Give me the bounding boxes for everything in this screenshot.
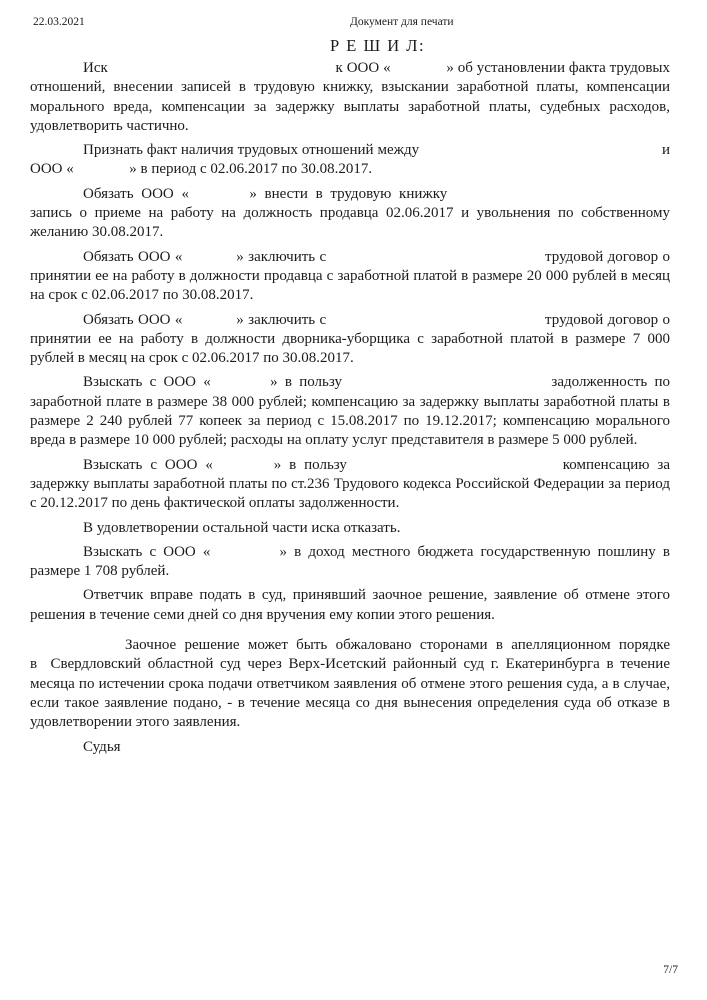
judge-signature: Судья (83, 738, 121, 755)
para-claim-partially-satisfied: Иск к ООО « » об установлении факта трудовых отношений, внесении записей в трудовую книжку, взыскании заработной платы, компенсации морального вреда, компенсации за задержку выплаты заработной платы, судебных расходов, удовлетворить частично. (30, 60, 670, 134)
redacted-blank (218, 385, 263, 386)
redacted-blank (187, 260, 232, 261)
page-number: 7/7 (663, 964, 678, 976)
para-appeal-procedure: Заочное решение может быть обжаловано сторонами в апелляционном порядке в Свердловский областной суд через Верх-Исетский районный суд г. Екатеринбурга в течение месяца по истечении срока подачи ответчиком заявления об отмене этого решения суда, а в случае, если такое заявление подано, - в течение месяца со дня вынесения определения суда об отказе в удовлетворении этого заявления. (30, 637, 670, 731)
para-workbook-entry: Обязать ООО « » внести в трудовую книжку запись о приеме на работу на должность продавца 02.06.2017 и увольнения по собственному желанию 30.08.2017. (30, 185, 670, 241)
document-title: Документ для печати (350, 16, 454, 28)
redacted-blank (112, 71, 332, 72)
resolution-heading: Р Е Ш И Л: (329, 36, 426, 55)
redacted-blank (423, 153, 658, 154)
para-state-duty: Взыскать с ООО « » в доход местного бюджета государственную пошлину в размере 1 708 рублей. (30, 543, 670, 580)
para-recognize-employment: Признать факт наличия трудовых отношений между и ООО « » в период с 02.06.2017 по 30.08.2017. (30, 142, 670, 178)
redacted-blank (349, 385, 544, 386)
para-recover-delay-compensation: Взыскать с ООО « » в пользу компенсацию за задержку выплаты заработной платы по ст.236 Трудового кодекса Российской Федерации за период с 20.12.2017 по день фактической оплаты задолженности. (30, 456, 670, 512)
redacted-blank (217, 555, 272, 556)
para-deny-remainder: В удовлетворении остальной части иска отказать. (83, 519, 401, 536)
para-defendant-cancellation-right: Ответчик вправе подать в суд, принявший заочное решение, заявление об отмене этого решения в течение семи дней со дня вручения ему копии этого решения. (30, 587, 670, 623)
redacted-blank (221, 468, 266, 469)
redacted-blank (331, 260, 541, 261)
redacted-blank (355, 468, 555, 469)
redacted-blank (197, 197, 242, 198)
redacted-blank (331, 323, 541, 324)
document-body (30, 59, 670, 762)
para-recover-wage-debt: Взыскать с ООО « » в пользу задолженность по заработной плате в размере 38 000 рублей; компенсацию за задержку выплаты заработной платы в размере 2 240 рублей 77 копеек за период с 15.08.2017 по 19.12.2017; компенсацию морального вреда в размере 10 000 рублей; расходы на оплату услуг представителя в размере 5 000 рублей. (30, 374, 670, 449)
para-employment-contract-seller: Обязать ООО « » заключить с трудовой договор о принятии ее на работу в должности продавца с заработной платой в размере 20 000 рублей в месяц на срок с 02.06.2017 по 30.08.2017. (30, 248, 670, 304)
print-date: 22.03.2021 (33, 16, 85, 28)
para-employment-contract-janitor: Обязать ООО « » заключить с трудовой договор о принятии ее на работу в должности дворника-уборщика с заработной платой в размере 7 000 рублей в месяц на срок с 02.06.2017 по 30.08.2017. (30, 311, 670, 367)
redacted-blank (455, 197, 670, 198)
redacted-blank (187, 323, 232, 324)
redacted-blank (78, 172, 126, 173)
redacted-blank (395, 71, 443, 72)
